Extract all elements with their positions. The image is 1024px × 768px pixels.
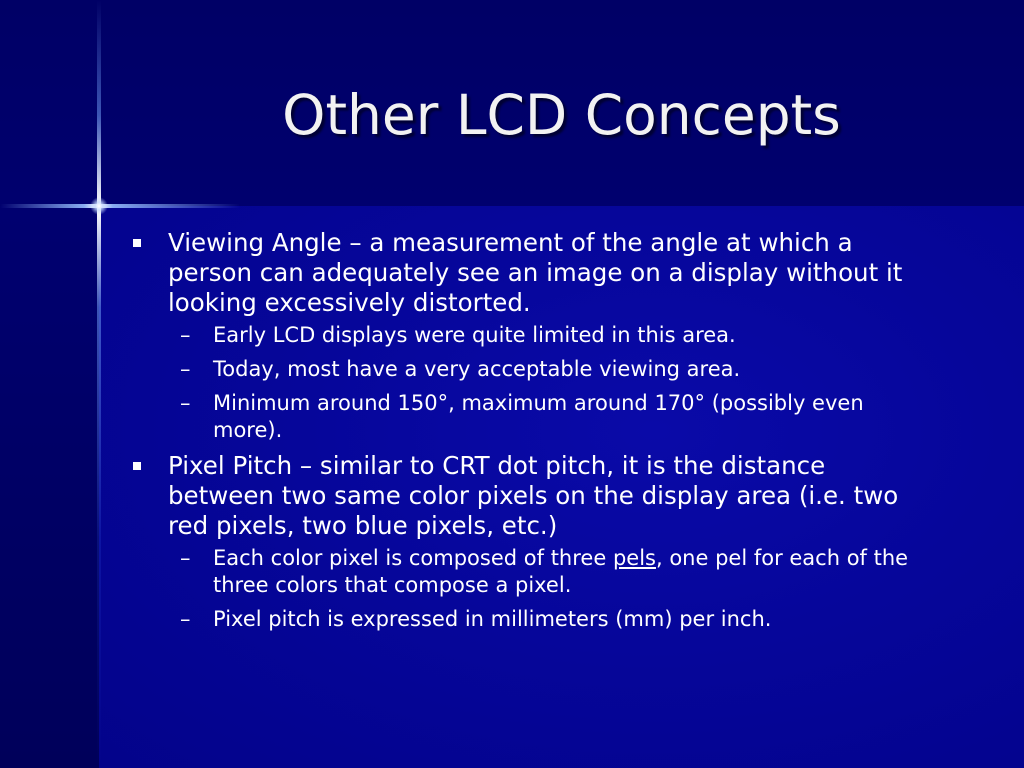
sub-bullet	[130, 606, 930, 633]
sub-bullet-text-after: , one pel for each of the three colors that compose a pixel.	[213, 546, 909, 597]
dash-icon: –	[180, 323, 191, 347]
bullet-text: Pixel Pitch – similar to CRT dot pitch, it is the distance between two same color pixels on the display area (i.e. two red pixels, two blue pixels, etc.)	[168, 451, 899, 540]
dash-icon: –	[180, 607, 191, 631]
sub-bullet	[130, 545, 930, 599]
dash-icon: –	[180, 391, 191, 415]
side-band	[0, 206, 99, 768]
square-bullet-icon	[133, 462, 141, 470]
bullet-viewing-angle	[130, 228, 930, 318]
slide-body	[130, 228, 930, 640]
sub-bullet	[130, 322, 930, 349]
bullet-pixel-pitch	[130, 451, 930, 541]
sub-bullet	[130, 390, 930, 444]
sub-bullet-text: Early LCD displays were quite limited in this area.	[213, 323, 736, 347]
sub-bullet	[130, 356, 930, 383]
bullet-text: Viewing Angle – a measurement of the angle at which a person can adequately see an image on a display without it looking excessively distorted.	[168, 228, 903, 317]
sub-bullet-text-before: Each color pixel is composed of three	[213, 546, 613, 570]
sub-bullet-text: Minimum around 150°, maximum around 170° (possibly even more).	[213, 391, 864, 442]
slide-title: Other LCD Concepts	[282, 83, 841, 147]
light-flare-horizontal	[0, 204, 240, 208]
light-flare-star	[90, 197, 108, 215]
pels-link[interactable]: pels	[612, 546, 656, 570]
dash-icon: –	[180, 357, 191, 381]
square-bullet-icon	[133, 239, 141, 247]
dash-icon: –	[180, 546, 191, 570]
sub-bullet-text: Today, most have a very acceptable viewing area.	[213, 357, 741, 381]
sub-bullet-text: Pixel pitch is expressed in millimeters (mm) per inch.	[213, 607, 772, 631]
